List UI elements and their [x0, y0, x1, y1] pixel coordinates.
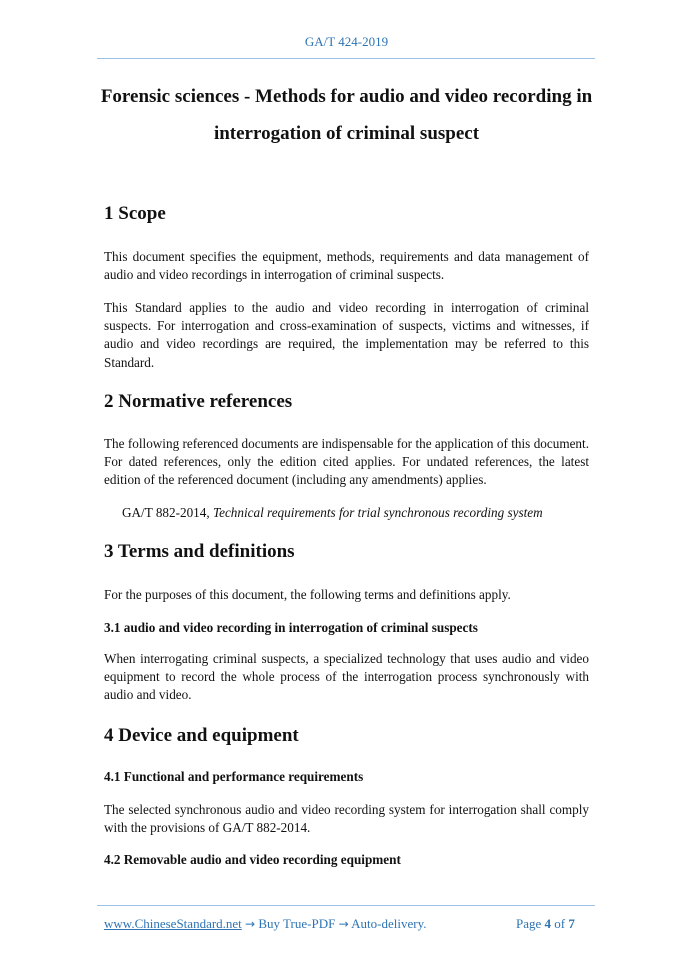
- title-line-1: Forensic sciences - Methods for audio and video recording in: [100, 86, 593, 107]
- reference-title: Technical requirements for trial synchronous recording system: [212, 505, 543, 520]
- subsection-heading-4-2: 4.2 Removable audio and video recording equipment: [104, 852, 401, 867]
- normative-paragraph: The following referenced documents are indispensable for the application of this document. For dated references, only the edition cited applies. For undated references, the latest edition of the referenced document (including any amendments) applies.: [104, 436, 589, 488]
- auto-delivery-text: Auto-delivery.: [351, 916, 427, 931]
- subsection-heading-4-1: 4.1 Functional and performance requirements: [104, 769, 364, 784]
- definition-3-1: When interrogating criminal suspects, a specialized technology that uses audio and video equipment to record the whole process of the interrogation process synchronously with audio and video.: [104, 651, 589, 703]
- page-current: 4: [544, 916, 552, 931]
- section-heading-scope: 1 Scope: [104, 203, 166, 224]
- page-total: 7: [568, 916, 575, 931]
- document-title: [90, 78, 603, 152]
- scope-paragraph-2: This Standard applies to the audio and video recording in interrogation of criminal suspects. For interrogation and cross-examination of suspects, victims and witnesses, if audio and video recordings are required, the implementation may be referred to this Standard.: [104, 300, 589, 370]
- scope-paragraph-1: This document specifies the equipment, methods, requirements and data management of audio and video recordings in interrogation of criminal suspects.: [104, 249, 589, 283]
- subsection-heading-3-1: 3.1 audio and video recording in interrogation of criminal suspects: [104, 620, 478, 635]
- terms-intro: For the purposes of this document, the following terms and definitions apply.: [104, 587, 511, 602]
- section-heading-terms: 3 Terms and definitions: [104, 541, 295, 562]
- normative-reference-item: [122, 504, 602, 522]
- of-label: of: [554, 916, 566, 931]
- footer-links: [104, 916, 427, 932]
- title-line-2: interrogation of criminal suspect: [213, 123, 480, 144]
- site-link[interactable]: www.ChineseStandard.net: [104, 916, 242, 931]
- page-indicator: [516, 916, 575, 932]
- header-doc-code: GA/T 424-2019: [304, 34, 389, 49]
- page-label: Page: [516, 916, 542, 931]
- buy-pdf-link[interactable]: Buy True-PDF: [258, 916, 336, 931]
- header-rule: [97, 58, 595, 59]
- footer-rule: [97, 905, 595, 906]
- arrow-right-icon: →: [338, 917, 349, 931]
- section-heading-devices: 4 Device and equipment: [104, 725, 299, 746]
- section-heading-normative: 2 Normative references: [104, 391, 293, 412]
- reference-code: GA/T 882-2014,: [122, 505, 210, 520]
- requirements-4-1: The selected synchronous audio and video recording system for interrogation shall comply with the provisions of GA/T 882-2014.: [104, 802, 589, 836]
- arrow-right-icon: →: [245, 917, 256, 931]
